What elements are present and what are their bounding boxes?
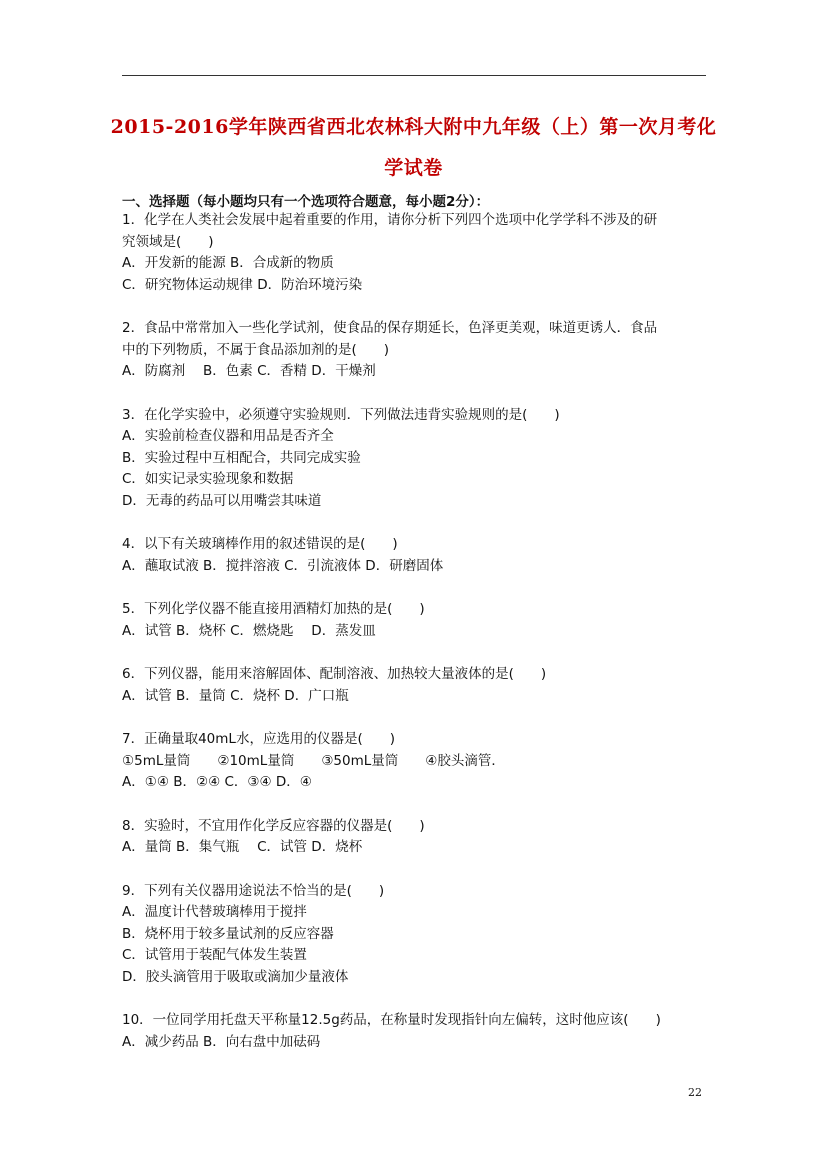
question-spacer <box>122 296 712 318</box>
question-spacer <box>122 707 712 729</box>
question-line: A．温度计代替玻璃棒用于搅拌 <box>122 904 307 920</box>
question-line: 究领域是( ) <box>122 233 214 250</box>
question-line: A．开发新的能源 B．合成新的物质 <box>122 255 334 271</box>
question-line: 中的下列物质，不属于食品添加剂的是( ) <box>122 341 390 358</box>
question-stem: 2．食品中常常加入一些化学试剂，使食品的保存期延长，色泽更美观，味道更诱人．食品 <box>122 320 658 336</box>
question-line: B．实验过程中互相配合，共同完成实验 <box>122 449 361 466</box>
question-line: ①5mL量筒 ②10mL量筒 ③50mL量筒 ④胶头滴管． <box>122 752 505 769</box>
question-line: C．如实记录实验现象和数据 <box>122 471 294 487</box>
question-stem: 10．一位同学用托盘天平称量12.5g药品，在称量时发现指针向左偏转，这时他应该( ) <box>122 1012 661 1028</box>
question-item <box>122 599 712 642</box>
question-spacer <box>122 577 712 599</box>
question-item <box>122 1010 712 1053</box>
question-item <box>122 318 712 383</box>
question-list <box>122 210 712 1053</box>
question-spacer <box>122 794 712 816</box>
question-line: A．防腐剂 B．色素 C．香精 D．干燥剂 <box>122 363 376 379</box>
question-spacer <box>122 383 712 405</box>
question-stem: 7．正确量取40mL水，应选用的仪器是( ) <box>122 731 395 747</box>
question-stem: 5．下列化学仪器不能直接用酒精灯加热的是( ) <box>122 601 425 617</box>
question-line: A．试管 B．烧杯 C．燃烧匙 D．蒸发皿 <box>122 622 376 639</box>
question-stem: 1．化学在人类社会发展中起着重要的作用，请你分析下列四个选项中化学学科不涉及的研 <box>122 212 658 228</box>
question-item <box>122 210 712 296</box>
question-line: D．胶头滴管用于吸取或滴加少量液体 <box>122 968 349 985</box>
question-item <box>122 664 712 707</box>
question-line: B．烧杯用于较多量试剂的反应容器 <box>122 925 334 942</box>
question-line: A．量筒 B．集气瓶 C．试管 D．烧杯 <box>122 839 363 855</box>
question-stem: 6．下列仪器，能用来溶解固体、配制溶液、加热较大量液体的是( ) <box>122 666 547 682</box>
question-spacer <box>122 859 712 881</box>
question-stem: 8．实验时，不宜用作化学反应容器的仪器是( ) <box>122 817 425 834</box>
question-line: A．①④ B．②④ C．③④ D．④ <box>122 774 312 790</box>
question-item <box>122 405 712 513</box>
question-line: A．蘸取试液 B．搅拌溶液 C．引流液体 D．研磨固体 <box>122 557 444 574</box>
question-line: A．实验前检查仪器和用品是否齐全 <box>122 428 334 444</box>
question-line: A．试管 B．量筒 C．烧杯 D．广口瓶 <box>122 687 349 704</box>
question-item <box>122 534 712 577</box>
section-heading: 一、选择题（每小题均只有一个选项符合题意，每小题2分）： <box>122 194 490 210</box>
question-item <box>122 816 712 859</box>
question-item <box>122 729 712 794</box>
question-line: A．减少药品 B．向右盘中加砝码 <box>122 1033 321 1050</box>
header-rule <box>122 75 706 76</box>
question-stem: 3．在化学实验中，必须遵守实验规则．下列做法违背实验规则的是( ) <box>122 406 560 423</box>
document-title-line-1: 2015-2016学年陕西省西北农林科大附中九年级（上）第一次月考化 <box>110 116 717 138</box>
question-spacer <box>122 642 712 664</box>
question-line: D．无毒的药品可以用嘴尝其味道 <box>122 492 322 509</box>
page-number: 22 <box>688 1086 702 1099</box>
question-line: C．研究物体运动规律 D．防治环境污染 <box>122 276 363 293</box>
question-spacer <box>122 512 712 534</box>
question-stem: 4．以下有关玻璃棒作用的叙述错误的是( ) <box>122 536 398 552</box>
question-spacer <box>122 988 712 1010</box>
question-item <box>122 881 712 989</box>
document-title-line-2: 学试卷 <box>384 157 443 179</box>
question-line: C．试管用于装配气体发生装置 <box>122 947 307 963</box>
question-stem: 9．下列有关仪器用途说法不恰当的是( ) <box>122 882 385 899</box>
